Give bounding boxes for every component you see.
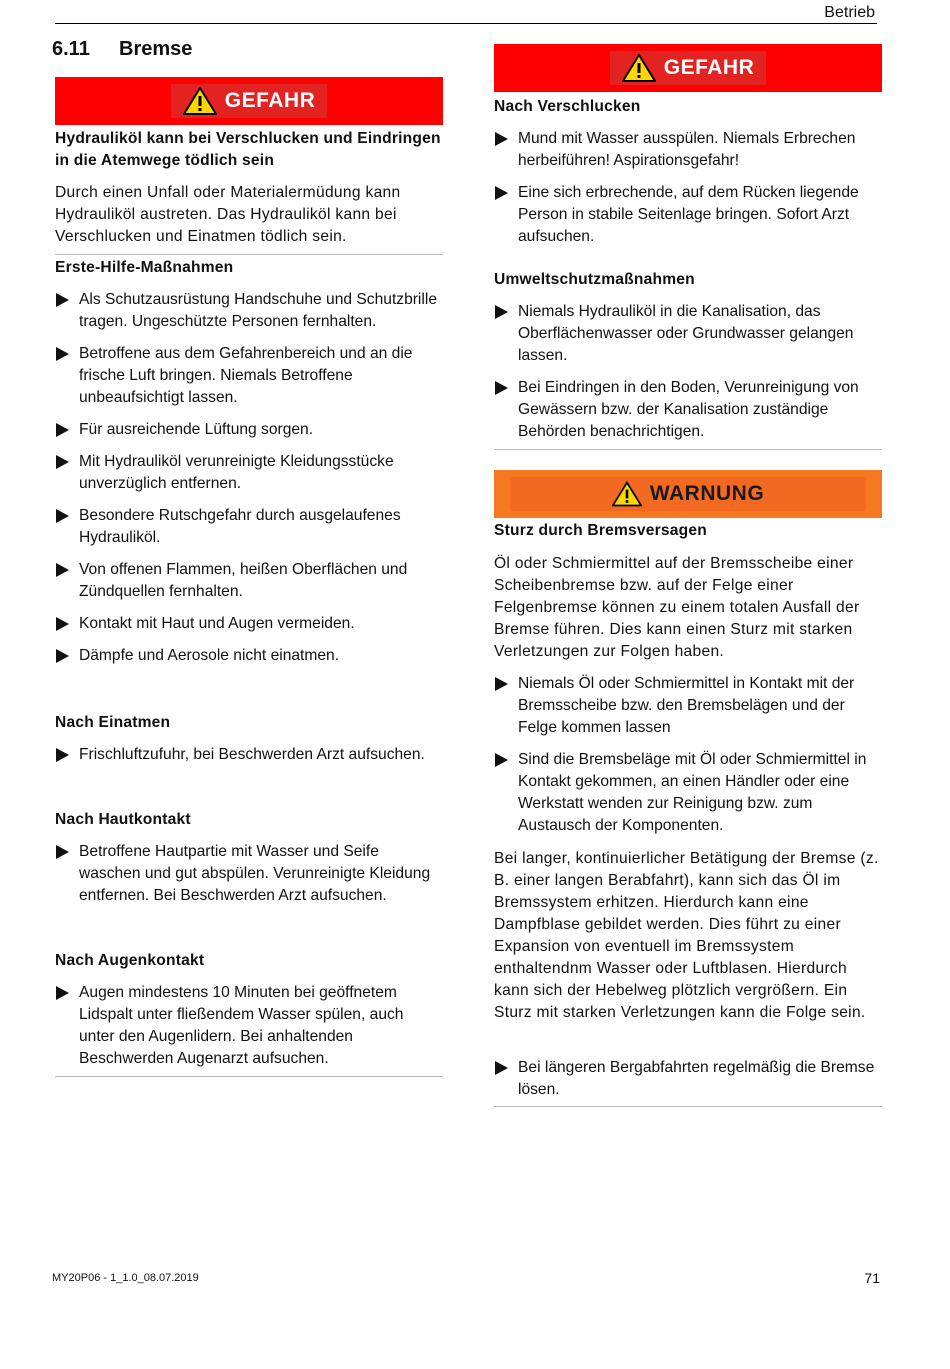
warning-triangle-icon [183,87,217,115]
eye-list [55,982,443,1080]
list-item: Mund mit Wasser ausspülen. Niemals Erbrechen herbeiführen! Aspirationsgefahr! [494,128,882,172]
bullet-arrow-icon [56,509,69,523]
divider [494,1106,882,1107]
list-item: Für ausreichende Lüftung sorgen. [55,419,443,441]
list-item: Frischluftzufuhr, bei Beschwerden Arzt aufsuchen. [55,744,443,766]
list-item: Niemals Hydrauliköl in die Kanalisation, das Oberflächenwasser oder Grundwasser gelangen lassen. [494,301,882,367]
inhalation-heading: Nach Einatmen [55,714,171,731]
list-item: Augen mindestens 10 Minuten bei geöffnetem Lidspalt unter fließendem Wasser spülen, auch unter den Augenlidern. Bei anhaltenden Beschwerden Augenarzt aufsuchen. [55,982,443,1070]
section-title: Bremse [119,38,193,60]
bullet-arrow-icon [56,347,69,361]
danger-banner-label-box [171,84,328,118]
bullet-arrow-icon [56,748,69,762]
hazard-text: Durch einen Unfall oder Materialermüdung kann Hydrauliköl austreten. Das Hydrauliköl kann bei Verschlucken und Einatmen tödlich sein. [55,184,401,245]
section-number: 6.11 [52,38,90,60]
bullet-arrow-icon [56,845,69,859]
environment-heading: Umweltschutzmaßnahmen [494,271,695,288]
skin-list [55,841,443,917]
list-item: Eine sich erbrechende, auf dem Rücken liegende Person in stabile Seitenlage bringen. Sofort Arzt aufsuchen. [494,182,882,248]
heat-list [494,1057,882,1111]
list-item: Betroffene Hautpartie mit Wasser und Seife waschen und gut abspülen. Verunreinigte Kleidung entfernen. Bei Beschwerden Arzt aufsuchen. [55,841,443,907]
bullet-arrow-icon [56,617,69,631]
warning-triangle-icon [612,481,642,507]
first-aid-list [55,289,443,677]
document-id: MY20P06 - 1_1.0_08.07.2019 [52,1272,199,1284]
bullet-arrow-icon [495,132,508,146]
bullet-arrow-icon [56,563,69,577]
warning-label: WARNUNG [649,482,765,505]
skin-heading: Nach Hautkontakt [55,811,191,828]
bullet-arrow-icon [56,293,69,307]
list-item: Mit Hydrauliköl verunreinigte Kleidungsstücke unverzüglich entfernen. [55,451,443,495]
inhalation-list [55,744,443,776]
danger-label: GEFAHR [224,89,316,112]
warning-list [494,673,882,847]
bullet-arrow-icon [495,753,508,767]
danger-label: GEFAHR [663,56,755,79]
section-heading [52,38,192,61]
list-item: Kontakt mit Haut und Augen vermeiden. [55,613,443,635]
list-item: Betroffene aus dem Gefahrenbereich und an die frische Luft bringen. Niemals Betroffene unbeaufsichtigt lassen. [55,343,443,409]
swallow-list [494,128,882,258]
danger-banner [494,44,882,92]
danger-banner-label-box [610,51,767,85]
danger-banner [55,77,443,125]
eye-heading: Nach Augenkontakt [55,952,205,969]
list-item: Bei Eindringen in den Boden, Verunreinigung von Gewässern bzw. der Kanalisation zuständige Behörden benachrichtigen. [494,377,882,443]
list-item: Von offenen Flammen, heißen Oberflächen und Zündquellen fernhalten. [55,559,443,603]
bullet-arrow-icon [495,1061,508,1075]
bullet-arrow-icon [495,305,508,319]
bullet-arrow-icon [495,381,508,395]
list-item: Als Schutzausrüstung Handschuhe und Schutzbrille tragen. Ungeschützte Personen fernhalten. [55,289,443,333]
swallow-heading: Nach Verschlucken [494,98,641,115]
bullet-arrow-icon [495,677,508,691]
header-rule [55,23,877,24]
divider [55,254,443,255]
divider [55,1076,443,1077]
environment-list [494,301,882,453]
list-item: Besondere Rutschgefahr durch ausgelaufenes Hydrauliköl. [55,505,443,549]
list-item: Sind die Bremsbeläge mit Öl oder Schmiermittel in Kontakt gekommen, an einen Händler oder eine Werkstatt wenden zur Reinigung bzw. zum Austausch der Komponenten. [494,749,882,837]
page-number: 71 [864,1270,880,1286]
bullet-arrow-icon [495,186,508,200]
warning-banner [494,470,882,518]
warning-text: Öl oder Schmiermittel auf der Bremsscheibe einer Scheibenbremse bzw. auf der Felge einer Felgenbremse können zu einem totalen Ausfall der Bremse führen. Dies kann einen Sturz mit starken Verletzungen zur Folgen haben. [494,555,860,660]
warning-title: Sturz durch Bremsversagen [494,522,707,539]
list-item: Bei längeren Bergabfahrten regelmäßig die Bremse lösen. [494,1057,882,1101]
chapter-label: Betrieb [824,4,875,21]
divider [494,449,882,450]
heat-text: Bei langer, kontinuierlicher Betätigung der Bremse (z. B. einer langen Berabfahrt), kann sich das Öl im Bremssystem erhitzen. Hierdurch kann eine Dampfblase gebildet werden. Dies führt zu einer Expansion von eventuell im Bremssystem enthaltendnm Wasser oder Luftblasen. Hierdurch kann sich der Hebelweg plötzlich vergrößern. Ein Sturz mit starken Verletzungen kann die Folge sein. [494,850,879,1021]
bullet-arrow-icon [56,649,69,663]
list-item: Dämpfe und Aerosole nicht einatmen. [55,645,443,667]
hazard-title: Hydrauliköl kann bei Verschlucken und Eindringen in die Atemwege tödlich sein [55,130,441,169]
bullet-arrow-icon [56,455,69,469]
bullet-arrow-icon [56,986,69,1000]
bullet-arrow-icon [56,423,69,437]
warning-triangle-icon [622,54,656,82]
list-item: Niemals Öl oder Schmiermittel in Kontakt mit der Bremsscheibe bzw. den Bremsbelägen und der Felge kommen lassen [494,673,882,739]
first-aid-heading: Erste-Hilfe-Maßnahmen [55,259,234,276]
warning-banner-label-box [510,477,866,511]
